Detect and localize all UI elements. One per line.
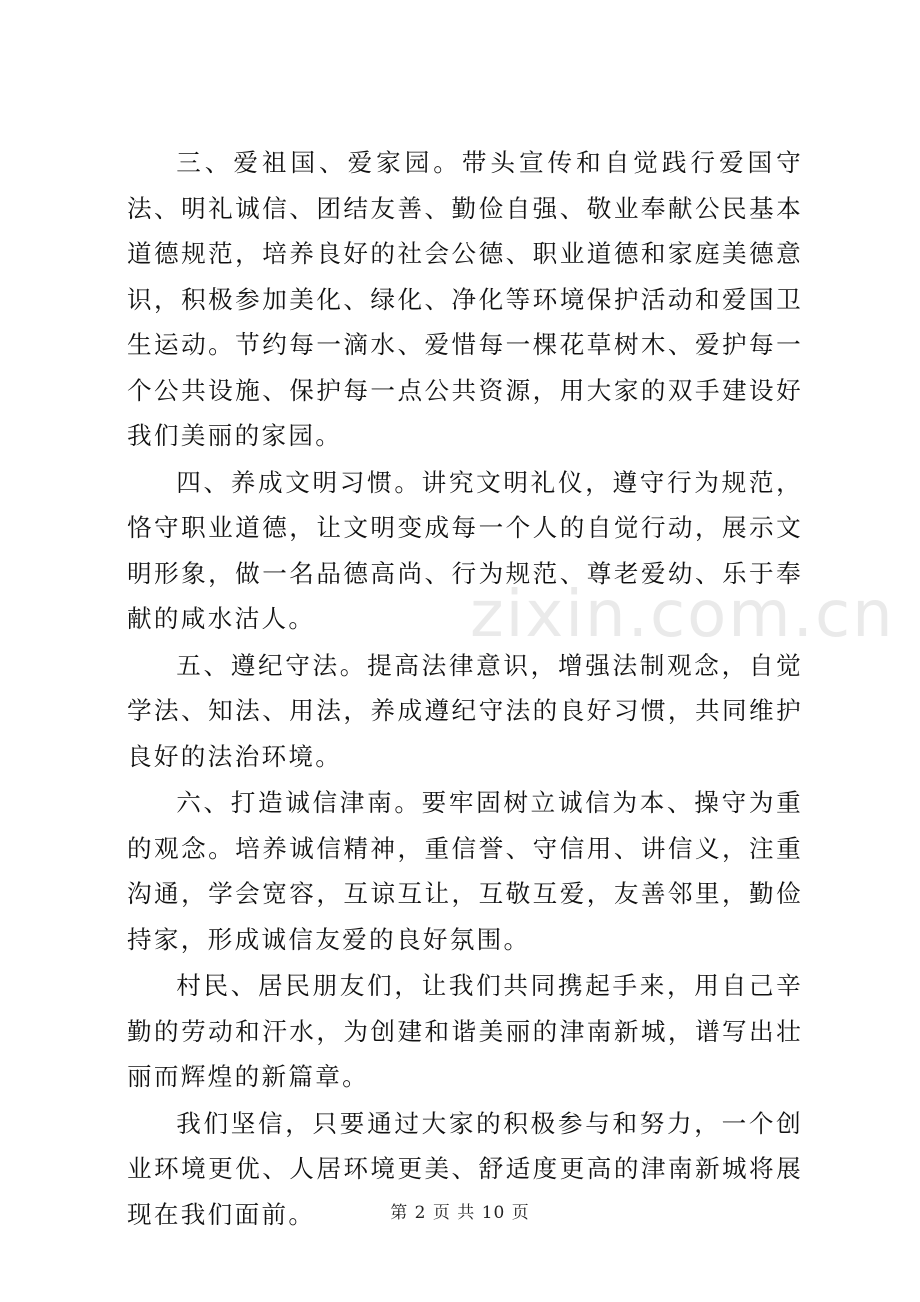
- paragraph-conclusion: 我们坚信，只要通过大家的积极参与和努力，一个创业环境更优、人居环境更美、舒适度更高的津南新城将展现在我们面前。: [127, 1108, 803, 1229]
- paragraph-3-patriotism: 三、爱祖国、爱家园。带头宣传和自觉践行爱国守法、明礼诚信、团结友善、勤俭自强、敬业奉献公民基本道德规范，培养良好的社会公德、职业道德和家庭美德意识，积极参加美化、绿化、净化等环境保护活动和爱国卫生运动。节约每一滴水、爱惜每一棵花草树木、爱护每一个公共设施、保护每一点公共资源，用大家的双手建设好我们美丽的家园。: [127, 148, 803, 450]
- paragraph-appeal: 村民、居民朋友们，让我们共同携起手来，用自己辛勤的劳动和汗水，为创建和谐美丽的津南新城，谱写出壮丽而辉煌的新篇章。: [127, 971, 803, 1091]
- document-body: [127, 140, 803, 1238]
- paragraph-5-law: 五、遵纪守法。提高法律意识，增强法制观念，自觉学法、知法、用法，养成遵纪守法的良好习惯，共同维护良好的法治环境。: [127, 650, 803, 771]
- paragraph-4-civility: 四、养成文明习惯。讲究文明礼仪，遵守行为规范，恪守职业道德，让文明变成每一个人的自觉行动，展示文明形象，做一名品德高尚、行为规范、尊老爱幼、乐于奉献的咸水沽人。: [127, 467, 803, 633]
- page-footer: 第 2 页 共 10 页: [390, 1203, 530, 1223]
- watermark: zixin.com.cn: [470, 578, 895, 652]
- paragraph-6-integrity: 六、打造诚信津南。要牢固树立诚信为本、操守为重的观念。培养诚信精神，重信誉、守信用、讲信义，注重沟通，学会宽容，互谅互让，互敬互爱，友善邻里，勤俭持家，形成诚信友爱的良好氛围。: [127, 788, 803, 954]
